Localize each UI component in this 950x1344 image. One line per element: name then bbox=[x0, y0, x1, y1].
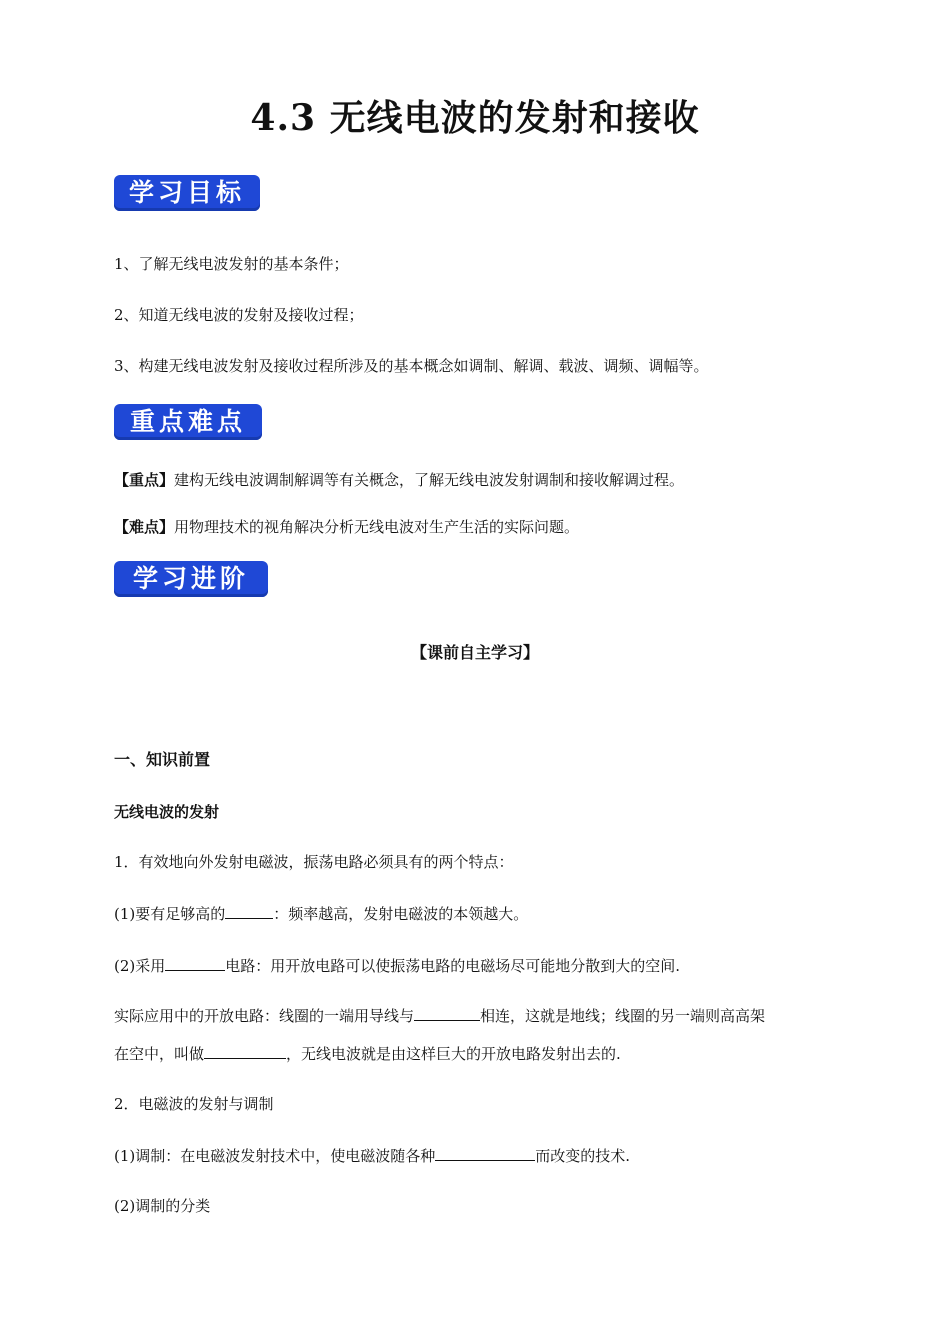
p5-before: 在空中，叫做 bbox=[114, 1045, 205, 1063]
p4-after: 相连，这就是地线；线圈的另一端则高高架 bbox=[480, 1007, 766, 1025]
fill-blank-5[interactable] bbox=[435, 1145, 535, 1161]
p7-after: 而改变的技术. bbox=[535, 1147, 631, 1165]
paragraph-5 bbox=[114, 1043, 621, 1064]
p3-before: (2)采用 bbox=[114, 957, 166, 975]
p4-before: 实际应用中的开放电路：线圈的一端用导线与 bbox=[114, 1007, 415, 1025]
part1-heading: 一、知识前置 bbox=[114, 750, 211, 769]
difficulty-text: 用物理技术的视角解决分析无线电波对生产生活的实际问题。 bbox=[174, 518, 580, 536]
paragraph-2 bbox=[114, 903, 528, 924]
fill-blank-4[interactable] bbox=[204, 1043, 286, 1059]
p5-after: ，无线电波就是由这样巨大的开放电路发射出去的. bbox=[286, 1045, 621, 1063]
difficulty-line bbox=[114, 517, 579, 537]
paragraph-1: 1．有效地向外发射电磁波，振荡电路必须具有的两个特点： bbox=[114, 853, 514, 871]
p7-before: (1)调制：在电磁波发射技术中，使电磁波随各种 bbox=[114, 1147, 436, 1165]
key-point-line bbox=[114, 470, 684, 490]
paragraph-4 bbox=[114, 1005, 765, 1026]
difficulty-label: 【难点】 bbox=[114, 518, 175, 536]
learning-advance-badge: 学习进阶 bbox=[114, 561, 268, 597]
key-difficult-points-badge: 重点难点 bbox=[114, 404, 262, 440]
key-point-text: 建构无线电波调制解调等有关概念，了解无线电波发射调制和接收解调过程。 bbox=[174, 471, 685, 489]
paragraph-6: 2．电磁波的发射与调制 bbox=[114, 1095, 274, 1113]
paragraph-3 bbox=[114, 955, 680, 976]
subheading-emission: 无线电波的发射 bbox=[114, 803, 220, 821]
p2-after: ：频率越高，发射电磁波的本领越大。 bbox=[273, 905, 529, 923]
fill-blank-1[interactable] bbox=[225, 903, 273, 919]
paragraph-8: (2)调制的分类 bbox=[114, 1197, 211, 1215]
key-point-label: 【重点】 bbox=[114, 471, 175, 489]
goal-item-2: 2、知道无线电波的发射及接收过程； bbox=[114, 306, 364, 324]
p2-before: (1)要有足够高的 bbox=[114, 905, 226, 923]
fill-blank-2[interactable] bbox=[165, 955, 225, 971]
fill-blank-3[interactable] bbox=[414, 1005, 480, 1021]
goal-item-1: 1、了解无线电波发射的基本条件； bbox=[114, 255, 349, 273]
page-title: 4.3 无线电波的发射和接收 bbox=[250, 97, 700, 139]
paragraph-7 bbox=[114, 1145, 630, 1166]
goal-item-3: 3、构建无线电波发射及接收过程所涉及的基本概念如调制、解调、载波、调频、调幅等。 bbox=[114, 357, 709, 375]
learning-goals-badge: 学习目标 bbox=[114, 175, 260, 211]
section-heading: 【课前自主学习】 bbox=[410, 643, 539, 662]
p3-after: 电路：用开放电路可以使振荡电路的电磁场尽可能地分散到大的空间. bbox=[225, 957, 681, 975]
